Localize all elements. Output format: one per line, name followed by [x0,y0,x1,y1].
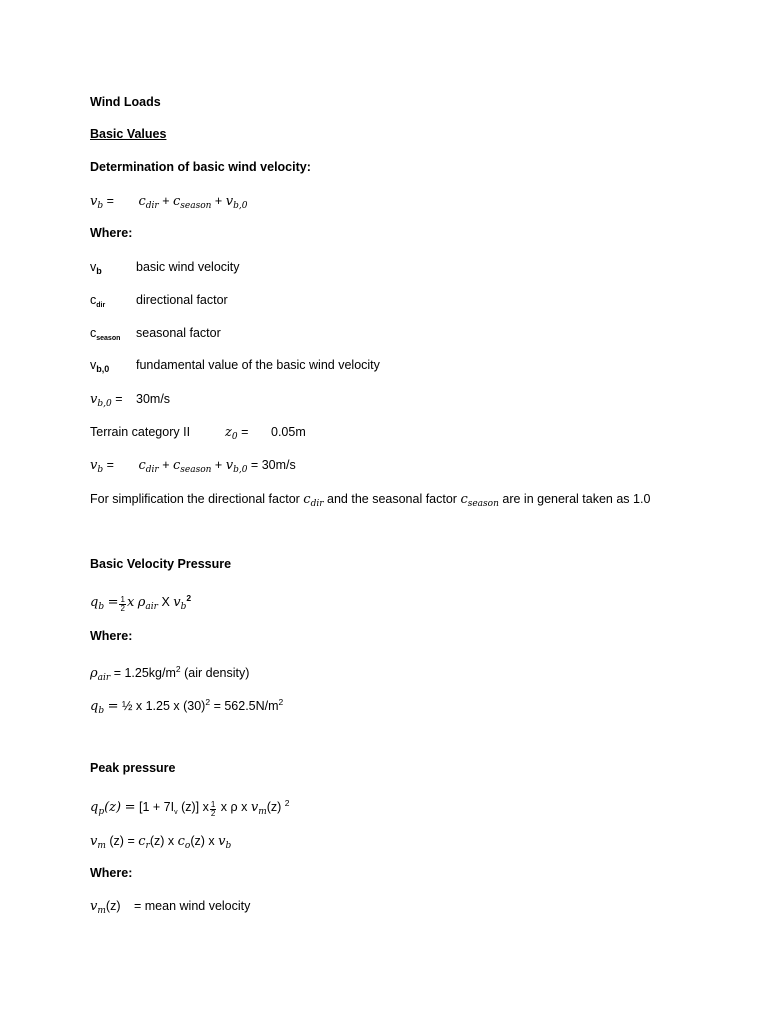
vb-symbol: v [173,595,181,610]
def-description: seasonal factor [136,326,221,340]
basic-velocity-result [90,457,296,478]
fraction-numerator: 1 [210,800,216,809]
z0-sub: 0 [231,432,238,442]
note-part-3: are in general taken as 1.0 [502,492,651,506]
co-symbol: c [177,834,185,849]
def-symbol-sub: b [96,266,102,276]
term-cdir: c [138,194,146,209]
z0-value: 0.05m [271,425,306,439]
vm-sub: m [258,807,267,817]
vb0-value: 30m/s [136,392,171,406]
vb0-sub: b,0 [97,399,112,409]
formula-lhs: v [90,194,98,209]
times-x: x [126,595,135,610]
rho-sub: air [97,673,111,683]
vm-symbol: v [90,899,98,914]
vm-sub: m [97,841,106,851]
qb-calc: ½ x 1.25 x (30) [121,699,206,713]
section-heading-velocity-pressure: Basic Velocity Pressure [90,557,232,571]
def-symbol: v [90,358,97,372]
note-cdir-sub: dir [310,499,324,509]
rho-sub: air [145,602,158,612]
z0-eq: = [241,425,249,439]
air-density-note: (air density) [184,666,250,680]
qp-sub: p [98,807,105,817]
qp-symbol: q [90,800,99,815]
plus-2: + [214,194,223,208]
rho-symbol: ρ [137,595,146,610]
def-symbol: c [90,326,97,340]
qb-result: = 562.5N/m [213,699,279,713]
intro-text: Determination of basic wind velocity: [90,160,311,174]
def-symbol: v [90,260,97,274]
rho-symbol: ρ [90,666,98,681]
times-X: X [161,595,170,609]
def-symbol: c [90,293,97,307]
qb-symbol: q [90,699,99,714]
mean-velocity-desc: = mean wind velocity [134,899,251,913]
section-heading-peak-pressure: Peak pressure [90,761,176,775]
def-symbol-sub: b,0 [96,364,110,374]
definition-row [90,259,240,279]
qb-eq: = [107,699,119,714]
z-eq: (z) = [109,834,135,848]
plus-1: + [162,458,170,472]
basic-velocity-formula [90,193,247,214]
vm-arg: (z) [266,800,282,814]
cr-symbol: c [138,834,146,849]
turbulence-sub: v [174,809,178,816]
vb-symbol: v [218,834,226,849]
square-exponent: 2 [284,798,290,808]
qb-calc-exponent: 2 [205,697,211,707]
result-value: = 30m/s [250,458,296,472]
term-vb0: v [225,458,234,473]
qb-symbol: q [90,595,99,610]
vm-arg: (z) [105,899,121,913]
z-times-1: (z) x [149,834,175,848]
z-times-2: (z) x [190,834,215,848]
vb0-symbol: v [90,392,98,407]
vm-symbol: v [90,834,98,849]
qb-eq: = [107,595,119,610]
formula-lhs: v [90,458,98,473]
formula-eq: = [106,194,114,208]
vb-sub: b [180,602,187,612]
note-cdir: c [303,492,311,507]
term-cseason: c [173,458,181,473]
definition-row [90,325,221,347]
where-label-3: Where: [90,866,133,880]
def-symbol-sub: season [96,335,121,342]
vm-symbol: v [250,800,259,815]
def-description: basic wind velocity [136,260,240,274]
def-description: fundamental value of the basic wind velocity [136,358,380,372]
air-density-line [90,661,249,686]
qb-sub: b [98,706,105,716]
qp-arg: (z) [104,800,122,815]
term-vb0-sub: b,0 [233,201,248,211]
z0-symbol: z [225,425,232,440]
fraction-denominator: 2 [210,809,216,818]
turbulence-bracket: [1 + 7I [138,800,175,814]
note-part-1: For simplification the directional factor [90,492,300,506]
formula-lhs-sub: b [97,465,104,475]
half-fraction [119,596,125,613]
qb-result-line [90,694,283,719]
terrain-label: Terrain category II [90,425,191,439]
turbulence-rest: (z)] x [181,800,209,814]
formula-eq: = [106,458,114,472]
rho-times: x ρ x [220,800,248,814]
definition-row [90,357,380,377]
air-density-value: = 1.25kg/m [113,666,176,680]
cr-sub: r [145,841,150,851]
vb0-value-line [90,391,170,412]
vb0-eq: = [115,392,123,406]
mean-velocity-formula [90,833,231,854]
where-label-2: Where: [90,629,133,643]
velocity-pressure-formula [90,590,191,615]
air-density-exponent: 2 [175,664,181,674]
qp-eq: = [124,800,136,815]
term-cseason-sub: season [180,201,212,211]
vm-sub: m [97,906,106,916]
def-description: directional factor [136,293,228,307]
note-cseason-sub: season [467,499,499,509]
peak-pressure-formula [90,795,290,821]
square-exponent: 2 [186,593,192,603]
plus-1: + [162,194,170,208]
document-title: Wind Loads [90,95,161,109]
definition-row [90,292,228,314]
simplification-note [90,491,650,512]
qb-result-exponent: 2 [278,697,284,707]
term-cdir-sub: dir [145,201,159,211]
def-symbol-sub: dir [96,302,106,309]
term-cseason-sub: season [180,465,212,475]
term-cdir: c [138,458,146,473]
term-cseason: c [173,194,181,209]
plus-2: + [214,458,223,472]
note-part-2: and the seasonal factor [327,492,457,506]
fraction-denominator: 2 [120,604,125,613]
terrain-line [90,424,306,445]
where-label-1: Where: [90,226,133,240]
term-vb0-sub: b,0 [233,465,248,475]
half-fraction [210,801,216,818]
term-cdir-sub: dir [145,465,159,475]
section-heading-basic-values: Basic Values [90,127,167,141]
fraction-numerator: 1 [120,595,125,604]
mean-velocity-definition [90,898,250,919]
vb-sub: b [225,841,232,851]
term-vb0: v [225,194,234,209]
qb-sub: b [98,602,105,612]
co-sub: o [184,841,191,851]
formula-lhs-sub: b [97,201,104,211]
note-cseason: c [460,492,468,507]
